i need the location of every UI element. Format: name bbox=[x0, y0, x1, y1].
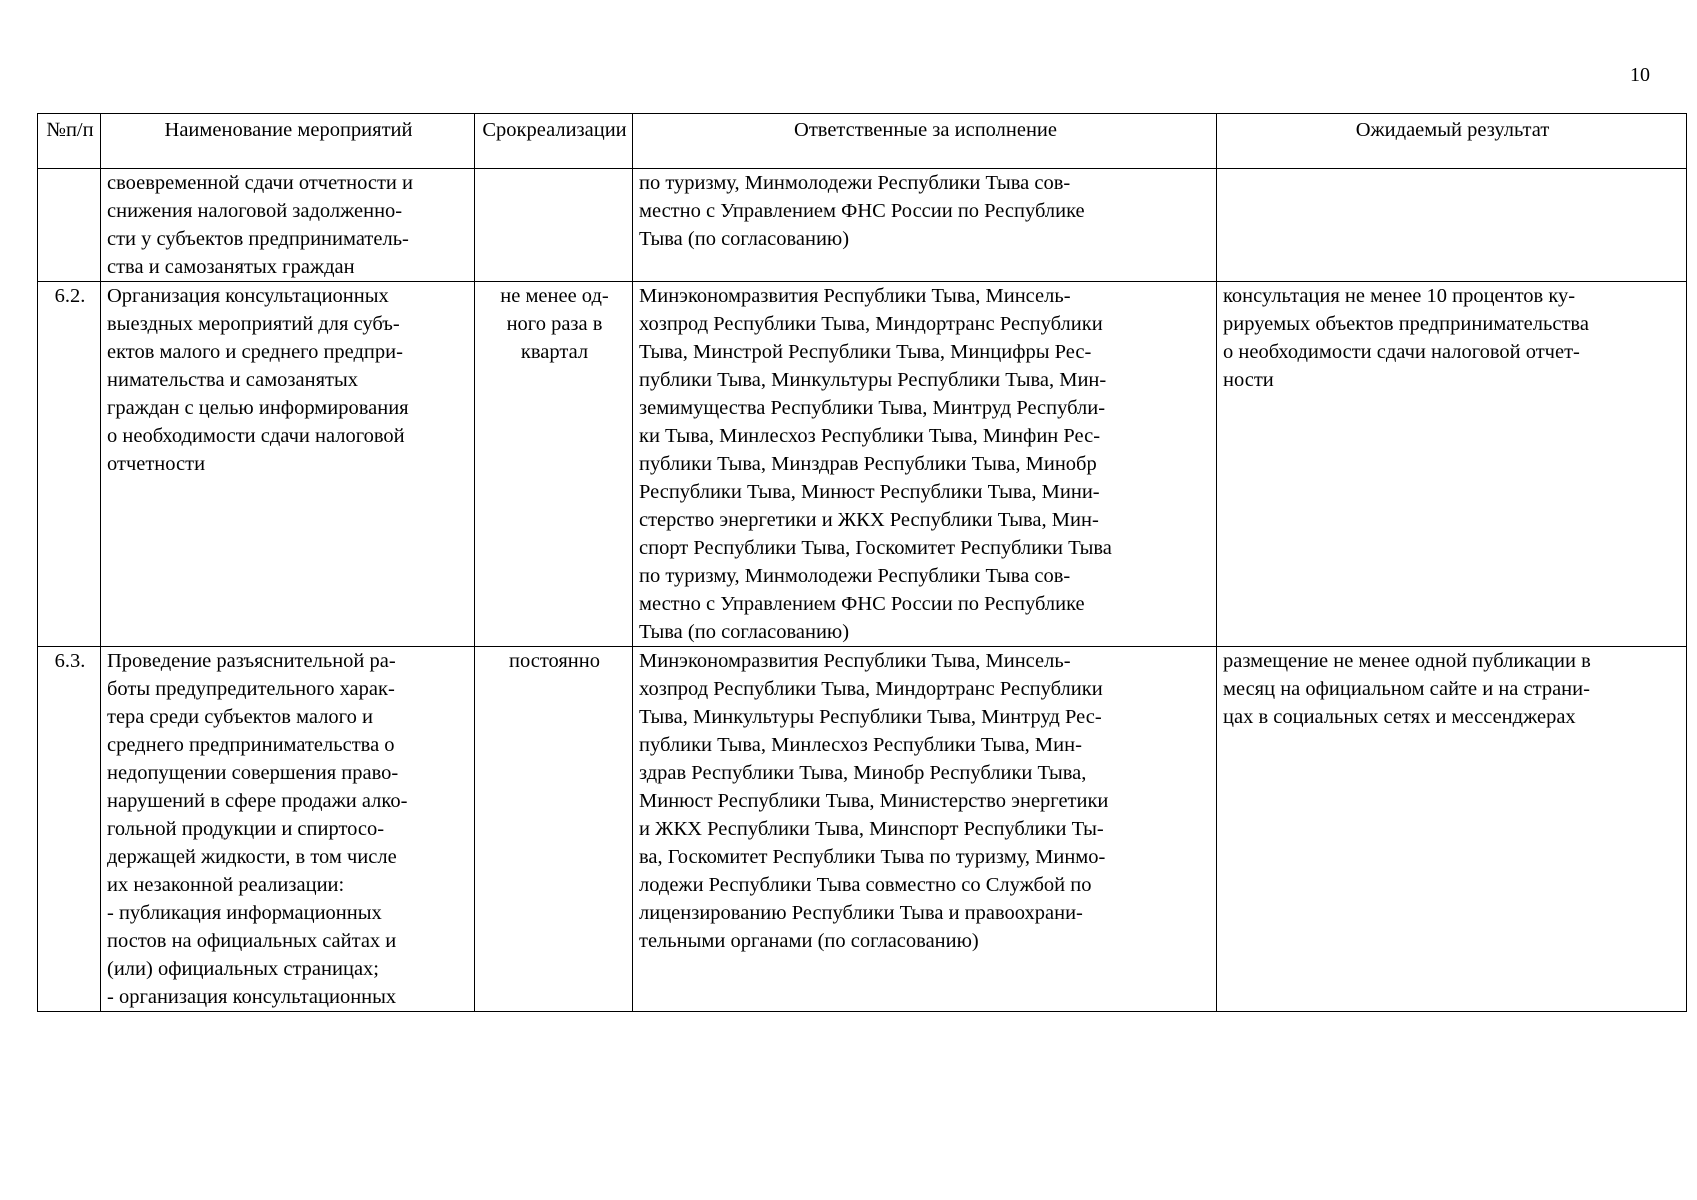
measures-table bbox=[37, 113, 1687, 1012]
header-name bbox=[101, 114, 475, 169]
cell-text-line: о необходимости сдачи налоговой отчет- bbox=[1223, 341, 1580, 363]
cell-text-line: стерство энергетики и ЖКХ Республики Тыва, Мин- bbox=[639, 509, 1099, 531]
cell-text-line: нарушений в сфере продажи алко- bbox=[107, 790, 408, 812]
cell-text-line: тельными органами (по согласованию) bbox=[639, 930, 979, 952]
cell-text-line: Минэкономразвития Республики Тыва, Минсель- bbox=[639, 650, 1071, 672]
cell-text-line: Республики Тыва, Минюст Республики Тыва, Мини- bbox=[639, 481, 1100, 503]
cell-text-line: публики Тыва, Минкультуры Республики Тыва, Мин- bbox=[639, 369, 1107, 391]
cell-text-line: Срок bbox=[482, 119, 527, 141]
cell-text-line: их незаконной реализации: bbox=[107, 874, 345, 896]
cell-text-line: держащей жидкости, в том числе bbox=[107, 846, 397, 868]
cell-num bbox=[38, 169, 101, 282]
cell-term bbox=[475, 282, 633, 647]
cell-text-line: месяц на официальном сайте и на страни- bbox=[1223, 678, 1590, 700]
cell-text-line: лицензированию Республики Тыва и правоохрани- bbox=[639, 902, 1083, 924]
cell-num: 6.2. bbox=[38, 282, 101, 647]
cell-text-line: граждан с целью информирования bbox=[107, 397, 409, 419]
cell-text-line: не менее од- bbox=[500, 285, 609, 307]
cell-text-line: выездных мероприятий для субъ- bbox=[107, 313, 400, 335]
cell-text-line: ности bbox=[1223, 369, 1274, 391]
table-header-row bbox=[38, 114, 1687, 169]
cell-text-line: Организация консультационных bbox=[107, 285, 389, 307]
cell-text-line: реализации bbox=[526, 119, 627, 141]
table-row bbox=[38, 282, 1687, 647]
cell-text-line: снижения налоговой задолженно- bbox=[107, 200, 403, 222]
cell-num: 6.3. bbox=[38, 647, 101, 1012]
cell-text-line: Ожидаемый результат bbox=[1355, 119, 1550, 141]
cell-text-line: Тыва (по согласованию) bbox=[639, 621, 850, 643]
cell-text-line: местно с Управлением ФНС России по Республике bbox=[639, 200, 1085, 222]
cell-text-line: здрав Республики Тыва, Минобр Республики Тыва, bbox=[639, 762, 1087, 784]
cell-text-line: гольной продукции и спиртосо- bbox=[107, 818, 385, 840]
cell-responsible bbox=[633, 647, 1217, 1012]
cell-text-line: среднего предпринимательства о bbox=[107, 734, 395, 756]
cell-text-line: рируемых объектов предпринимательства bbox=[1223, 313, 1589, 335]
cell-text-line: нимательства и самозанятых bbox=[107, 369, 359, 391]
cell-name bbox=[101, 282, 475, 647]
cell-text-line: квартал bbox=[520, 341, 589, 363]
cell-text-line: консультация не менее 10 процентов ку- bbox=[1223, 285, 1576, 307]
cell-text-line: по туризму, Минмолодежи Республики Тыва сов- bbox=[639, 172, 1071, 194]
cell-text-line: (или) официальных страницах; bbox=[107, 958, 379, 980]
cell-result bbox=[1217, 282, 1687, 647]
cell-term bbox=[475, 647, 633, 1012]
cell-text-line: публики Тыва, Минлесхоз Республики Тыва, Мин- bbox=[639, 734, 1082, 756]
cell-text-line: Тыва, Минстрой Республики Тыва, Минцифры Рес- bbox=[639, 341, 1092, 363]
cell-text-line: постоянно bbox=[509, 650, 600, 672]
table-row bbox=[38, 647, 1687, 1012]
cell-text-line: недопущении совершения право- bbox=[107, 762, 399, 784]
cell-text-line: отчетности bbox=[107, 453, 206, 475]
cell-text-line: спорт Республики Тыва, Госкомитет Республики Тыва bbox=[639, 537, 1112, 559]
cell-text-line: - публикация информационных bbox=[107, 902, 382, 924]
cell-text-line: Тыва (по согласованию) bbox=[639, 228, 850, 250]
cell-text-line: № bbox=[46, 119, 66, 141]
cell-result bbox=[1217, 169, 1687, 282]
cell-text-line: публики Тыва, Минздрав Республики Тыва, Минобр bbox=[639, 453, 1097, 475]
cell-text-line: Минэкономразвития Республики Тыва, Минсель- bbox=[639, 285, 1071, 307]
cell-text-line: лодежи Республики Тыва совместно со Службой по bbox=[639, 874, 1092, 896]
cell-text-line: о необходимости сдачи налоговой bbox=[107, 425, 405, 447]
cell-text-line: земимущества Республики Тыва, Минтруд Республи- bbox=[639, 397, 1106, 419]
cell-text-line: размещение не менее одной публикации в bbox=[1223, 650, 1591, 672]
cell-text-line: ва, Госкомитет Республики Тыва по туризму, Минмо- bbox=[639, 846, 1106, 868]
cell-result bbox=[1217, 647, 1687, 1012]
cell-responsible bbox=[633, 169, 1217, 282]
cell-text-line: цах в социальных сетях и мессенджерах bbox=[1223, 706, 1576, 728]
cell-text-line: хозпрод Республики Тыва, Миндортранс Республики bbox=[639, 313, 1103, 335]
cell-text-line: постов на официальных сайтах и bbox=[107, 930, 397, 952]
cell-text-line: по туризму, Минмолодежи Республики Тыва сов- bbox=[639, 565, 1071, 587]
cell-text-line: п/п bbox=[65, 119, 94, 141]
table-row bbox=[38, 169, 1687, 282]
header-num bbox=[38, 114, 101, 169]
cell-text-line: ного раза в bbox=[506, 313, 603, 335]
cell-text-line: тера среди субъектов малого и bbox=[107, 706, 373, 728]
cell-text-line: ки Тыва, Минлесхоз Республики Тыва, Минфин Рес- bbox=[639, 425, 1101, 447]
cell-text-line: Минюст Республики Тыва, Министерство энергетики bbox=[639, 790, 1109, 812]
header-responsible bbox=[633, 114, 1217, 169]
cell-term bbox=[475, 169, 633, 282]
cell-text-line: Проведение разъяснительной ра- bbox=[107, 650, 396, 672]
header-result bbox=[1217, 114, 1687, 169]
header-term bbox=[475, 114, 633, 169]
cell-text-line: ства и самозанятых граждан bbox=[107, 256, 355, 278]
cell-text-line: своевременной сдачи отчетности и bbox=[107, 172, 413, 194]
cell-text-line: Тыва, Минкультуры Республики Тыва, Минтруд Рес- bbox=[639, 706, 1102, 728]
cell-text-line: Наименование мероприятий bbox=[164, 119, 413, 141]
cell-text-line: Ответственные за исполнение bbox=[794, 119, 1057, 141]
cell-text-line: хозпрод Республики Тыва, Миндортранс Республики bbox=[639, 678, 1103, 700]
cell-responsible bbox=[633, 282, 1217, 647]
cell-text-line: - организация консультационных bbox=[107, 986, 397, 1008]
cell-name bbox=[101, 647, 475, 1012]
cell-text-line: местно с Управлением ФНС России по Республике bbox=[639, 593, 1085, 615]
cell-name bbox=[101, 169, 475, 282]
cell-text-line: сти у субъектов предприниматель- bbox=[107, 228, 409, 250]
page-number: 10 bbox=[1630, 64, 1650, 86]
cell-text-line: боты предупредительного харак- bbox=[107, 678, 395, 700]
cell-text-line: и ЖКХ Республики Тыва, Минспорт Республики Ты- bbox=[639, 818, 1104, 840]
cell-text-line: ектов малого и среднего предпри- bbox=[107, 341, 403, 363]
